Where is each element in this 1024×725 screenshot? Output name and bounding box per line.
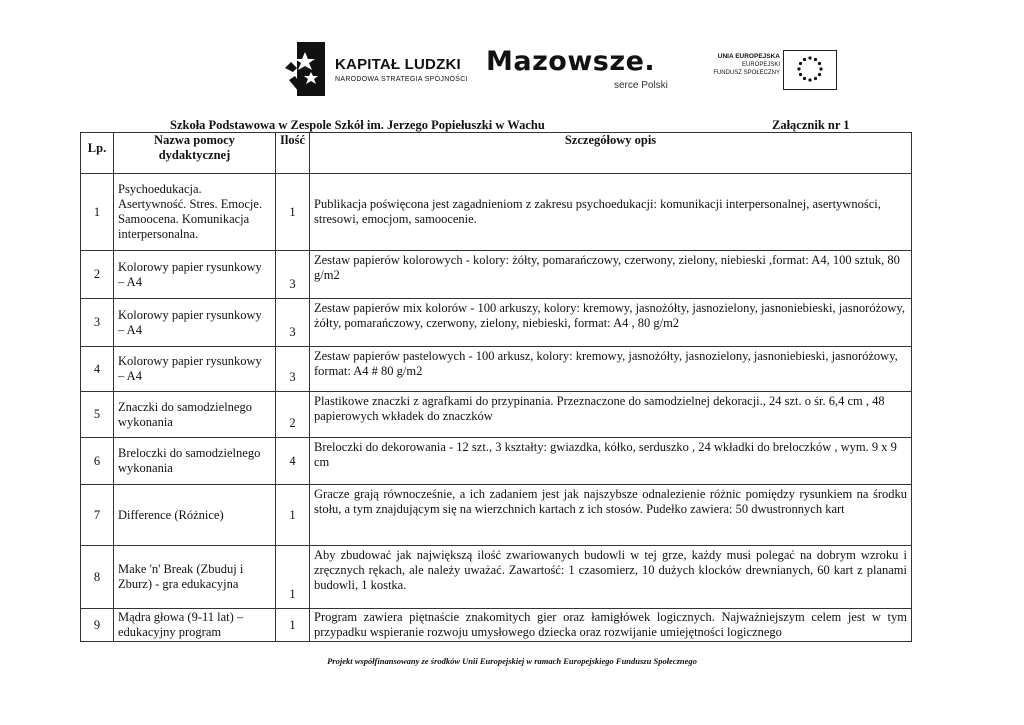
item-quantity: 1 xyxy=(276,174,310,251)
row-number: 4 xyxy=(81,347,114,392)
row-number: 8 xyxy=(81,546,114,609)
item-description: Aby zbudować jak największą ilość zwariowanych budowli w tej grze, każdy musi polegać na dobrym wzroku i zręcznych rękach, ale należy uważać. Zawartość: 1 czasomierz, 10 dużych klocków drewnianych, 60 kart z planami budowli, 1 kostka. xyxy=(310,546,912,609)
table-row xyxy=(81,299,912,347)
item-name: Kolorowy papier rysunkowy – A4 xyxy=(114,251,276,299)
table-row xyxy=(81,546,912,609)
mazowsze-name: Mazowsze. xyxy=(486,46,656,77)
footer-note: Projekt współfinansowany ze środków Unii Europejskiej w ramach Europejskiego Funduszu Społecznego xyxy=(327,656,697,666)
teaching-aids-table xyxy=(80,132,912,642)
item-description: Zestaw papierów mix kolorów - 100 arkuszy, kolory: kremowy, jasnożółty, jasnozielony, jasnoniebieski, jasnoróżowy, żółty, pomarańczowy, czerwony, zielony, niebieski, format: A4 , 80 g/m2 xyxy=(310,299,912,347)
table-row xyxy=(81,347,912,392)
item-quantity: 1 xyxy=(276,485,310,546)
item-description: Breloczki do dekorowania - 12 szt., 3 kształty: gwiazdka, kółko, serduszko , 24 wkładki do breloczków , wym. 9 x 9 cm xyxy=(310,438,912,485)
kapital-ludzki-emblem-icon xyxy=(285,42,325,96)
item-quantity: 4 xyxy=(276,438,310,485)
item-name: Mądra głowa (9-11 lat) – edukacyjny program xyxy=(114,609,276,642)
kapital-ludzki-title: KAPITAŁ LUDZKI xyxy=(335,56,461,73)
eu-line-2: EUROPEJSKI xyxy=(741,62,780,68)
kapital-ludzki-logo xyxy=(285,42,468,96)
row-number: 3 xyxy=(81,299,114,347)
row-number: 1 xyxy=(81,174,114,251)
table-row xyxy=(81,485,912,546)
item-description: Publikacja poświęcona jest zagadnieniom z zakresu psychoedukacji: komunikacji interpersonalnej, asertywności, stresowi, emocjom, samoocenie. xyxy=(310,174,912,251)
item-name: Make 'n' Break (Zbuduj i Zburz) - gra edukacyjna xyxy=(114,546,276,609)
item-name: Difference (Różnice) xyxy=(114,485,276,546)
item-quantity: 3 xyxy=(276,299,310,347)
column-header: Nazwa pomocy dydaktycznej xyxy=(114,133,276,174)
item-description: Gracze grają równocześnie, a ich zadaniem jest jak najszybsze odnalezienie różnic pomiędzy rysunkiem na środku stołu, a tym znajdującym się na wierzchnich kartach z ich stosów. Pudełko zawiera: 50 dwustronnych kart xyxy=(310,485,912,546)
column-header: Lp. xyxy=(81,133,114,174)
row-number: 6 xyxy=(81,438,114,485)
table-row xyxy=(81,438,912,485)
item-name: Kolorowy papier rysunkowy – A4 xyxy=(114,347,276,392)
item-description: Zestaw papierów pastelowych - 100 arkusz, kolory: kremowy, jasnożółty, jasnozielony, jasnoniebieski, jasnoróżowy, format: A4 # 80 g/m2 xyxy=(310,347,912,392)
mazowsze-logo xyxy=(486,46,676,96)
item-quantity: 3 xyxy=(276,347,310,392)
item-name: Breloczki do samodzielnego wykonania xyxy=(114,438,276,485)
item-quantity: 1 xyxy=(276,609,310,642)
annex-label: Załącznik nr 1 xyxy=(772,118,850,132)
eu-flag-icon xyxy=(783,50,837,90)
mazowsze-subtitle: serce Polski xyxy=(614,80,668,91)
item-name: Kolorowy papier rysunkowy – A4 xyxy=(114,299,276,347)
table-row xyxy=(81,392,912,438)
column-header: Szczegółowy opis xyxy=(310,133,912,174)
row-number: 9 xyxy=(81,609,114,642)
eu-logo xyxy=(700,50,840,90)
item-name: Psychoedukacja. Asertywność. Stres. Emocje. Samoocena. Komunikacja interpersonalna. xyxy=(114,174,276,251)
eu-text xyxy=(700,53,780,77)
row-number: 5 xyxy=(81,392,114,438)
kapital-ludzki-subtitle: NARODOWA STRATEGIA SPÓJNOŚCI xyxy=(335,76,468,83)
table-row xyxy=(81,251,912,299)
table-row xyxy=(81,174,912,251)
column-header: Ilość xyxy=(276,133,310,174)
item-description: Plastikowe znaczki z agrafkami do przypinania. Przeznaczone do samodzielnej dekoracji., 24 szt. o śr. 6,4 cm , 48 papierowych wkładek do znaczków xyxy=(310,392,912,438)
item-quantity: 2 xyxy=(276,392,310,438)
row-number: 2 xyxy=(81,251,114,299)
item-quantity: 3 xyxy=(276,251,310,299)
table-header-row xyxy=(81,133,912,174)
item-quantity: 1 xyxy=(276,546,310,609)
row-number: 7 xyxy=(81,485,114,546)
item-description: Zestaw papierów kolorowych - kolory: żółty, pomarańczowy, czerwony, zielony, niebieski ,format: A4, 100 sztuk, 80 g/m2 xyxy=(310,251,912,299)
logo-bar xyxy=(0,40,1024,100)
item-name: Znaczki do samodzielnego wykonania xyxy=(114,392,276,438)
school-name: Szkoła Podstawowa w Zespole Szkół im. Jerzego Popiełuszki w Wachu xyxy=(170,118,545,132)
item-description: Program zawiera piętnaście znakomitych gier oraz łamigłówek logicznych. Najważniejszym celem jest w tym przypadku wspieranie rozwoju umysłowego dziecka oraz rozwijanie umiejętności logicznego xyxy=(310,609,912,642)
table-row xyxy=(81,609,912,642)
eu-line-3: FUNDUSZ SPOŁECZNY xyxy=(713,70,780,76)
eu-line-1: UNIA EUROPEJSKA xyxy=(717,53,780,60)
